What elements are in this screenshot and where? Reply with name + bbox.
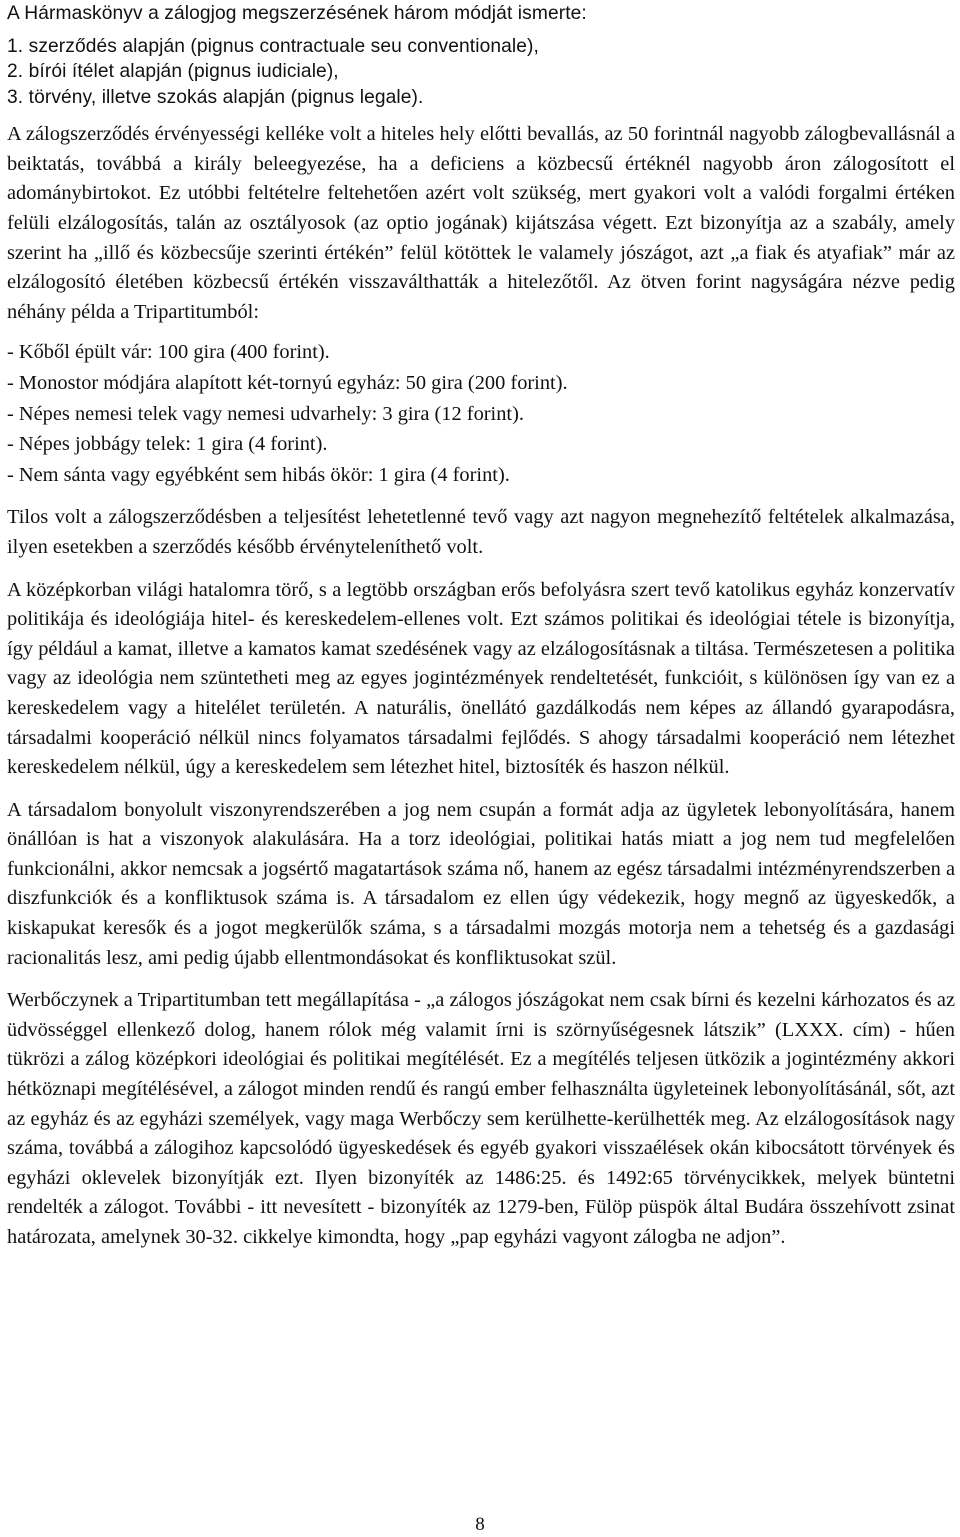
list-item: - Nem sánta vagy egyébként sem hibás ökör: 1 gira (4 forint). <box>7 463 510 486</box>
document-page <box>7 0 955 1253</box>
list-item: - Népes nemesi telek vagy nemesi udvarhely: 3 gira (12 forint). <box>7 402 524 425</box>
paragraph-society-and-law: A társadalom bonyolult viszonyrendszerében a jog nem csupán a formát adja az ügyletek lebonyolítására, hanem önállóan is hat a viszonyok alakulására. Ha a torz ideológiai, politikai hatás miatt a jog nem tud megfelelően funkcionálni, akkor nemcsak a jogsértő magatartások száma nő, hanem az egész társadalmi intézményrendszerben a diszfunkciók és a konfliktusok száma is. A társadalom ez ellen úgy védekezik, hogy megnő az ügyeskedők, a kiskapukat keresők és a jogot megkerülők száma, s a társadalmi mozgás motorja nem a tehetség és a gazdasági racionalitás lesz, ami pedig újabb ellentmondásokat és konfliktusokat szül. <box>7 798 955 969</box>
list-item: - Kőből épült vár: 100 gira (400 forint). <box>7 341 330 364</box>
page-number: 8 <box>475 1514 485 1535</box>
paragraph-pledge-contract: A zálogszerződés érvényességi kelléke volt a hiteles hely előtti bevallás, az 50 forintnál nagyobb zálogbevallásnál a beiktatás, továbbá a király beleegyezése, ha a deficiens a közbecsű értéknél nagyobb áron zálogosított el adománybirtokot. Ez utóbbi feltételre feltehetően azért volt szükség, mert gyakori volt a valódi forgalmi értéken felüli elzálogosítás, talán az osztályosok (az optio jogának) kijátszása végett. Ezt bizonyítja az a szabály, amely szerint ha „illő és közbecsűje szerinti értékén” felül kötöttek le valamely jószágot, azt „a fiak és atyafiak” már az elzálogosító életében közbecsű értékén visszaválthatták a hitelezőtől. Az ötven forint nagyságára nézve pedig néhány példa a Tripartitumból: <box>7 123 955 323</box>
list-item: 3. törvény, illetve szokás alapján (pignus legale). <box>7 86 424 108</box>
list-item: 1. szerződés alapján (pignus contractuale seu conventionale), <box>7 36 539 57</box>
paragraph-forbidden-conditions: Tilos volt a zálogszerződésben a teljesítést lehetetlenné tevő vagy azt nagyon megnehezítő feltételek alkalmazása, ilyen esetekben a szerződés később érvényteleníthető volt. <box>7 506 955 558</box>
acquisition-methods-list <box>7 34 955 110</box>
value-examples-list <box>7 337 955 490</box>
paragraph-church-ideology: A középkorban világi hatalomra törő, s a legtöbb országban erős befolyásra szert tevő katolikus egyház konzervatív politikája és ideológiája hitel- és kereskedelem-ellenes volt. Ezt számos politikai és ideológiai tétele is bizonyítja, így például a kamat, illetve a kamatos kamat szedésének vagy az elzálogosításnak a tiltása. Természetesen a politika vagy az ideológia nem szüntetheti meg az egyes jogintézmények rendeltetését, funkcióit, s különösen így van ez a kereskedelem vagy a hitelélet területén. A naturális, önellátó gazdálkodás nem képes az állandó gyarapodásra, társadalmi kooperáció nélkül nincs folyamatos társadalmi fejlődés. S ahogy társadalmi kooperáció nem létezhet kereskedelem nélkül, úgy a kereskedelem sem létezhet hitel, biztosíték és haszon nélkül. <box>7 578 955 779</box>
list-item: 2. bírói ítélet alapján (pignus iudiciale), <box>7 61 339 83</box>
list-item: - Népes jobbágy telek: 1 gira (4 forint). <box>7 433 328 456</box>
paragraph-werboczy: Werbőczynek a Tripartitumban tett megállapítása - „a zálogos jószágokat nem csak bírni és kezelni kárhozatos és az üdvösséggel ellenkező dolog, hanem rólok még valamit írni is szörnyűségesnek látszik” (LXXX. cím) - hűen tükrözi a zálog középkori ideológiai és politikai megítélését. Ez a megítélés teljesen ütközik a jogintézmény akkori hétköznapi megítélésével, a zálogot minden rendű és rangú ember felhasználta ügyleteinek lebonyolításánál, sőt, azt az egyház és az egyházi személyek, vagy maga Werbőczy sem kerülhette-kerülhették meg. Az elzálogosítások nagy száma, továbbá a zálogihoz kapcsolódó ügyeskedések és egyéb gyakori visszaélések okán kibocsátott törvények és egyházi oklevelek bizonyítják ezt. Ilyen bizonyíték az 1486:25. és 1492:65 törvénycikkek, melyek büntetni rendelték a zálogot. További - itt nevesített - bizonyíték az 1279-ben, Fülöp püspök által Budára összehívott zsinat határozata, amelynek 30-32. cikkelye kimondta, hogy „pap egyházi vagyont zálogba ne adjon”. <box>7 989 955 1248</box>
list-item: - Monostor módjára alapított két-tornyú egyház: 50 gira (200 forint). <box>7 371 568 394</box>
section-heading: A Hármaskönyv a zálogjog megszerzésének három módját ismerte: <box>7 3 587 24</box>
